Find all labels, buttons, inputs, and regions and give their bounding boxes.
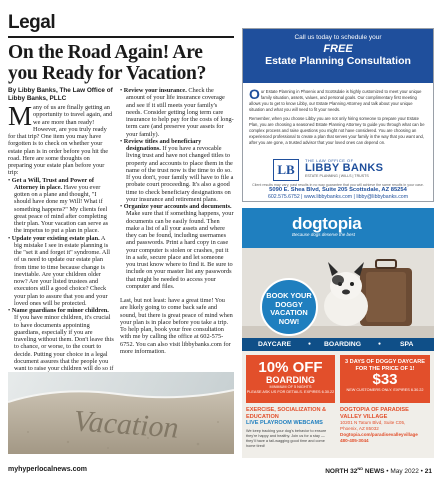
exercise-info: EXERCISE, SOCIALIZATION & EDUCATION LIVE PLAYROOM WEBCAMS We keep tracking your dog's behavior to ensure they're happy and healthy. Join us for a stay — they'll have a tail-wagging good time and come home tired! [246, 407, 327, 448]
article-byline: By Libby Banks, The Law Office of Libby Banks, PLLC [8, 87, 113, 102]
bullet-icon: • [8, 234, 12, 242]
article-closing: Last, but not least: have a great time! You are likely going to come back safe and sound, but there is great peace of mind when your plan is in place before you take a trip. To help plan, book your free consultation with me by calling the office at 602-575-6752. You can also visit libbybanks.com for more information. [120, 297, 233, 355]
article-bullet [120, 203, 234, 290]
section-title: Legal [8, 12, 56, 33]
bullet-label: Get a Will, Trust and Power of Attorney in place. [11, 176, 94, 191]
libby-disclaimer: Client results may vary, past results in no way guarantee that you will achieve the same results in your case. [252, 183, 424, 187]
bullet-text: Have you ever gotten on a plane and thought, "I should have done my Will! What if something happens?" My clients feel great peace of mind after completing their plan. Your vacation can serve as the impetus to put a plan in place. [14, 183, 109, 235]
article-column-2 [120, 87, 234, 355]
libby-ad-banner [243, 29, 433, 83]
libby-free: FREE [323, 43, 353, 55]
bullet-text: A big mistake I see in estate planning is the "set it and forget it" syndrome. All of us need to update our estate plan from time to time because change is inevitable. Are your children older now? Are your listed trustees and executors still a good choice? Check your plan to assure that you and your loved ones will be protected. [14, 234, 110, 307]
bullet-label: Organize your accounts and documents. [123, 203, 232, 210]
bullet-icon: • [120, 203, 124, 210]
dogtopia-website-link[interactable]: Dogtopia.com/paradisevalleyvillage [340, 432, 418, 437]
dot-icon: ● [378, 341, 382, 347]
bullet-text: Check the amount of your life insurance coverage and see if it still meets your family's needs. Consider getting long term care insurance to help pay for the costs of long-term care (and preserve your assets for your family). [126, 87, 234, 138]
dot-icon: ● [308, 341, 312, 347]
libby-banks-ad[interactable] [242, 28, 434, 202]
article-bullet [8, 235, 114, 308]
bullet-icon: • [120, 87, 124, 94]
libby-drop-cap: O [249, 86, 260, 102]
article-bullet [8, 177, 114, 235]
bullet-icon: • [8, 307, 12, 314]
bullet-text: If you have a revocable living trust and have not changed titles to property and accounts to place them in the name of the trust now is the time to do so. If you don't, your family will have to file a probate court proceeding. It's also a good time to check beneficiary designations on your insurance and retirement plans. [126, 145, 234, 203]
dog-photo [242, 208, 434, 338]
bullet-label: Update your existing estate plan. [11, 234, 100, 242]
offer-daycare-deal: 3 DAYS OF DOGGY DAYCARE FOR THE PRICE OF 1! $33 NEW CUSTOMERS ONLY. EXPIRES 6.30.22 [340, 355, 430, 403]
article-bullet [120, 138, 234, 203]
bullet-label: Name guardians for minor children. [11, 307, 109, 314]
libby-ad-body: Our Estate Planning in Phoenix and Scottsdale is highly customized to meet your unique family situation, assets, values, and personal goals. Our complimentary first meeting allows you to get to know Libby, our Estate Planning Attorney and talk about your unique situation and what you will need to fit your needs. Remember, when you choose Libby you are not only hiring someone to prepare your Estate Plan, you are choosing a seasoned Estate Planning Attorney to guide you through what can be complex process and raise questions you might not have considered. You are choosing an experienced professional to create a plan that serves your family in the way that you want and, after you are gone, a trusted advisor that your loved ones can depend on. [249, 89, 427, 149]
article-intro: Many of us are finally getting an opportunity to travel again, and we are more than ready! However, are you truly ready for that trip? One item you may have forgotten is to check on whether your estate plan is in order before you hit the road. Here are some thoughts on preparing your estate plan before your trip: [8, 101, 113, 177]
libby-firm-name: THE LAW OFFICE OF LIBBY BANKS ESTATE PLANNING | WILLS | TRUSTS [305, 158, 384, 178]
service-boarding: BOARDING [324, 341, 362, 348]
bullet-label: Review your insurance. [123, 87, 187, 94]
libby-title: Estate Planning Consultation [265, 55, 411, 67]
footer-folio: NORTH 32ND NEWS • May 2022 • 21 [325, 466, 432, 476]
article-bullet [120, 87, 234, 138]
bullet-icon: • [8, 176, 12, 184]
bullet-text: Make sure that if something happens, your documents can be easily found. Then make a list of all your assets and where they can be found, including usernames and passwords. Print a hard copy in case your computer is stolen or crashes, put it in a safe, secure place and let someone you trust know where to find it. Be sure to include on your master list any passwords that might be needed to access your computer and files. [126, 210, 234, 290]
bullet-text: If you have minor children, it's crucial to have documents appointing guardians, especially if you are traveling without them. Don't leave this to chance, or worse, to the court to decide. Putting your choice in a legal document assures that the people you want to raise your children will do so if [14, 314, 114, 372]
dogtopia-ad[interactable] [242, 208, 434, 458]
libby-body-2: Remember, when you choose Libby you are not only hiring someone to prepare your Estate Plan, you are choosing a seasoned Estate Planning Attorney to guide you through what can be complex process and raise questions you might not have considered. You are choosing an experienced professional to create a plan that serves your family in the way that you want and, after you are gone, a trusted advisor that your loved ones can depend on. [249, 116, 425, 145]
sand-word: Vacation [72, 404, 180, 445]
footer-site: myhyperlocalnews.com [8, 466, 87, 473]
dogtopia-phone[interactable]: 480-405-3044 [340, 438, 369, 443]
sand-photo-art [8, 372, 234, 454]
bullet-icon: • [120, 137, 124, 145]
service-spa: SPA [400, 341, 414, 348]
libby-contact-links[interactable]: 602.575.6752 | www.libbybanks.com | libby@libbybanks.com [267, 194, 409, 200]
vacation-sand-photo [8, 372, 234, 454]
dogtopia-logo: dogtopia Because dogs deserve the best [292, 214, 362, 237]
drop-cap: M [8, 101, 33, 131]
service-daycare: DAYCARE [258, 341, 291, 348]
book-now-badge[interactable]: BOOK YOUR DOGGY VACATION NOW! [260, 278, 318, 336]
article-headline: On the Road Again! Are you Ready for Vacation? [8, 42, 207, 84]
article-column-1 [8, 101, 114, 380]
libby-call-line: Call us today to schedule your [294, 34, 382, 41]
services-strip [242, 338, 434, 351]
section-rule [8, 36, 234, 38]
article-bullet [8, 307, 114, 380]
bullet-label: Review titles and beneficiary designations. [123, 137, 202, 152]
dog-offers [242, 351, 434, 458]
libby-logo-icon: LB [273, 159, 299, 181]
offer-boarding-discount: 10% OFF BOARDING MINIMUM OF 5 NIGHTS PLEASE ASK US FOR DETAILS. EXPIRES 6.30.22 [246, 355, 335, 403]
libby-address: 5090 E. Shea Blvd, Suite 205 Scottsdale, AZ 85254 602.575.6752 | www.libbybanks.com | libby@libbybanks.com [249, 187, 427, 201]
dogtopia-location: DOGTOPIA OF PARADISE VALLEY VILLAGE 10201 N Tatum Blvd, Suite C05, Phoenix, AZ 85032 Dogtopia.com/paradisevalleyvillage 480-405-3044 [340, 407, 430, 444]
